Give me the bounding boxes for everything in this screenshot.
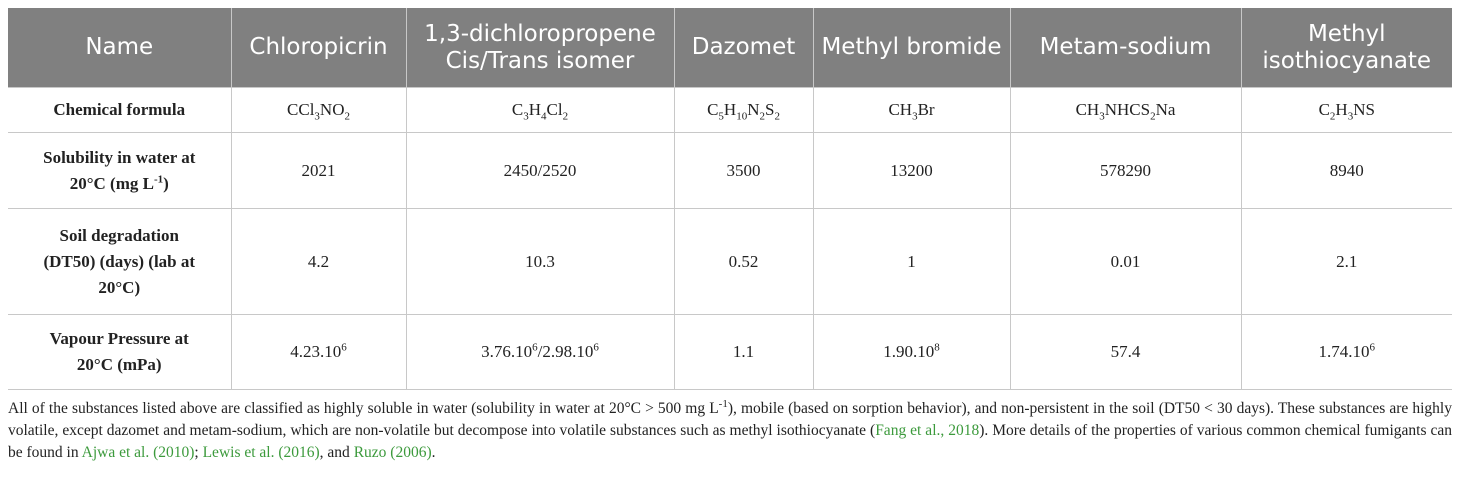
citation-link[interactable]: Fang et al., 2018 (875, 422, 980, 439)
table-cell: 2021 (231, 133, 406, 209)
table-cell: 1.90.10$^8$ (813, 315, 1010, 390)
table-cell: 10.3 (406, 209, 674, 315)
row-label: Vapour Pressure at 20°C (mPa) (8, 315, 231, 390)
header-name: Name (8, 8, 231, 88)
table-cell: 2450/2520 (406, 133, 674, 209)
table-cell: 4.2 (231, 209, 406, 315)
fumigant-properties-table (8, 8, 1452, 390)
table-cell: 1.1 (674, 315, 813, 390)
table-cell: $C_3H_4Cl_2$ (406, 88, 674, 133)
table-cell: 3500 (674, 133, 813, 209)
table-cell: 578290 (1010, 133, 1241, 209)
table-row (8, 315, 1452, 390)
table-cell: $C_2H_3NS$ (1241, 88, 1452, 133)
header-dazomet: Dazomet (674, 8, 813, 88)
table-cell: 57.4 (1010, 315, 1241, 390)
table-cell: $CH_3NHCS_2Na$ (1010, 88, 1241, 133)
row-label: Chemical formula (8, 88, 231, 133)
row-label: Soil degradation (DT50) (days) (lab at 20°C) (8, 209, 231, 315)
table-cell: 1 (813, 209, 1010, 315)
table-cell: $CH_3Br$ (813, 88, 1010, 133)
row-label: Solubility in water at 20°C (mg $L^{-1}$) (8, 133, 231, 209)
header-metam-sodium: Metam-sodium (1010, 8, 1241, 88)
table-cell: 8940 (1241, 133, 1452, 209)
document (8, 8, 1452, 480)
table-row (8, 209, 1452, 315)
table-row (8, 133, 1452, 209)
table-footnote: All of the substances listed above are classified as highly soluble in water (solubility in water at 20°C > 500 mg $L^{-1}$), mobile (based on sorption behavior), and non-persistent in the soil (DT50 < 30 days). These substances are highly volatile, except dazomet and metam-sodium, which are non-volatile but decompose into volatile substances such as methyl isothiocyanate (Fang et al., 2018). More details of the properties of various common chemical fumigants can be found in Ajwa et al. (2010); Lewis et al. (2016), and Ruzo (2006). (8, 397, 1452, 461)
table-cell: 13200 (813, 133, 1010, 209)
table-cell: 0.52 (674, 209, 813, 315)
table-row (8, 88, 1452, 133)
citation-link[interactable]: Ruzo (2006) (353, 444, 432, 461)
header-chloropicrin: Chloropicrin (231, 8, 406, 88)
header-row (8, 8, 1452, 88)
citation-link[interactable]: Lewis et al. (2016) (202, 444, 320, 461)
table-cell: 1.74.10$^6$ (1241, 315, 1452, 390)
table-cell: 3.76.10$^6$/2.98.10$^6$ (406, 315, 674, 390)
table-cell: $CCl_3NO_2$ (231, 88, 406, 133)
table-cell: 0.01 (1010, 209, 1241, 315)
header-methyl-isothiocyanate: Methyl isothiocyanate (1241, 8, 1452, 88)
header-methyl-bromide: Methyl bromide (813, 8, 1010, 88)
table-cell: $C_5H_{10}N_2S_2$ (674, 88, 813, 133)
citation-link[interactable]: Ajwa et al. (2010) (81, 444, 195, 461)
table-cell: 2.1 (1241, 209, 1452, 315)
header-dichloropropene: 1,3-dichloropropene Cis/Trans isomer (406, 8, 674, 88)
table-cell: 4.23.10$^6$ (231, 315, 406, 390)
